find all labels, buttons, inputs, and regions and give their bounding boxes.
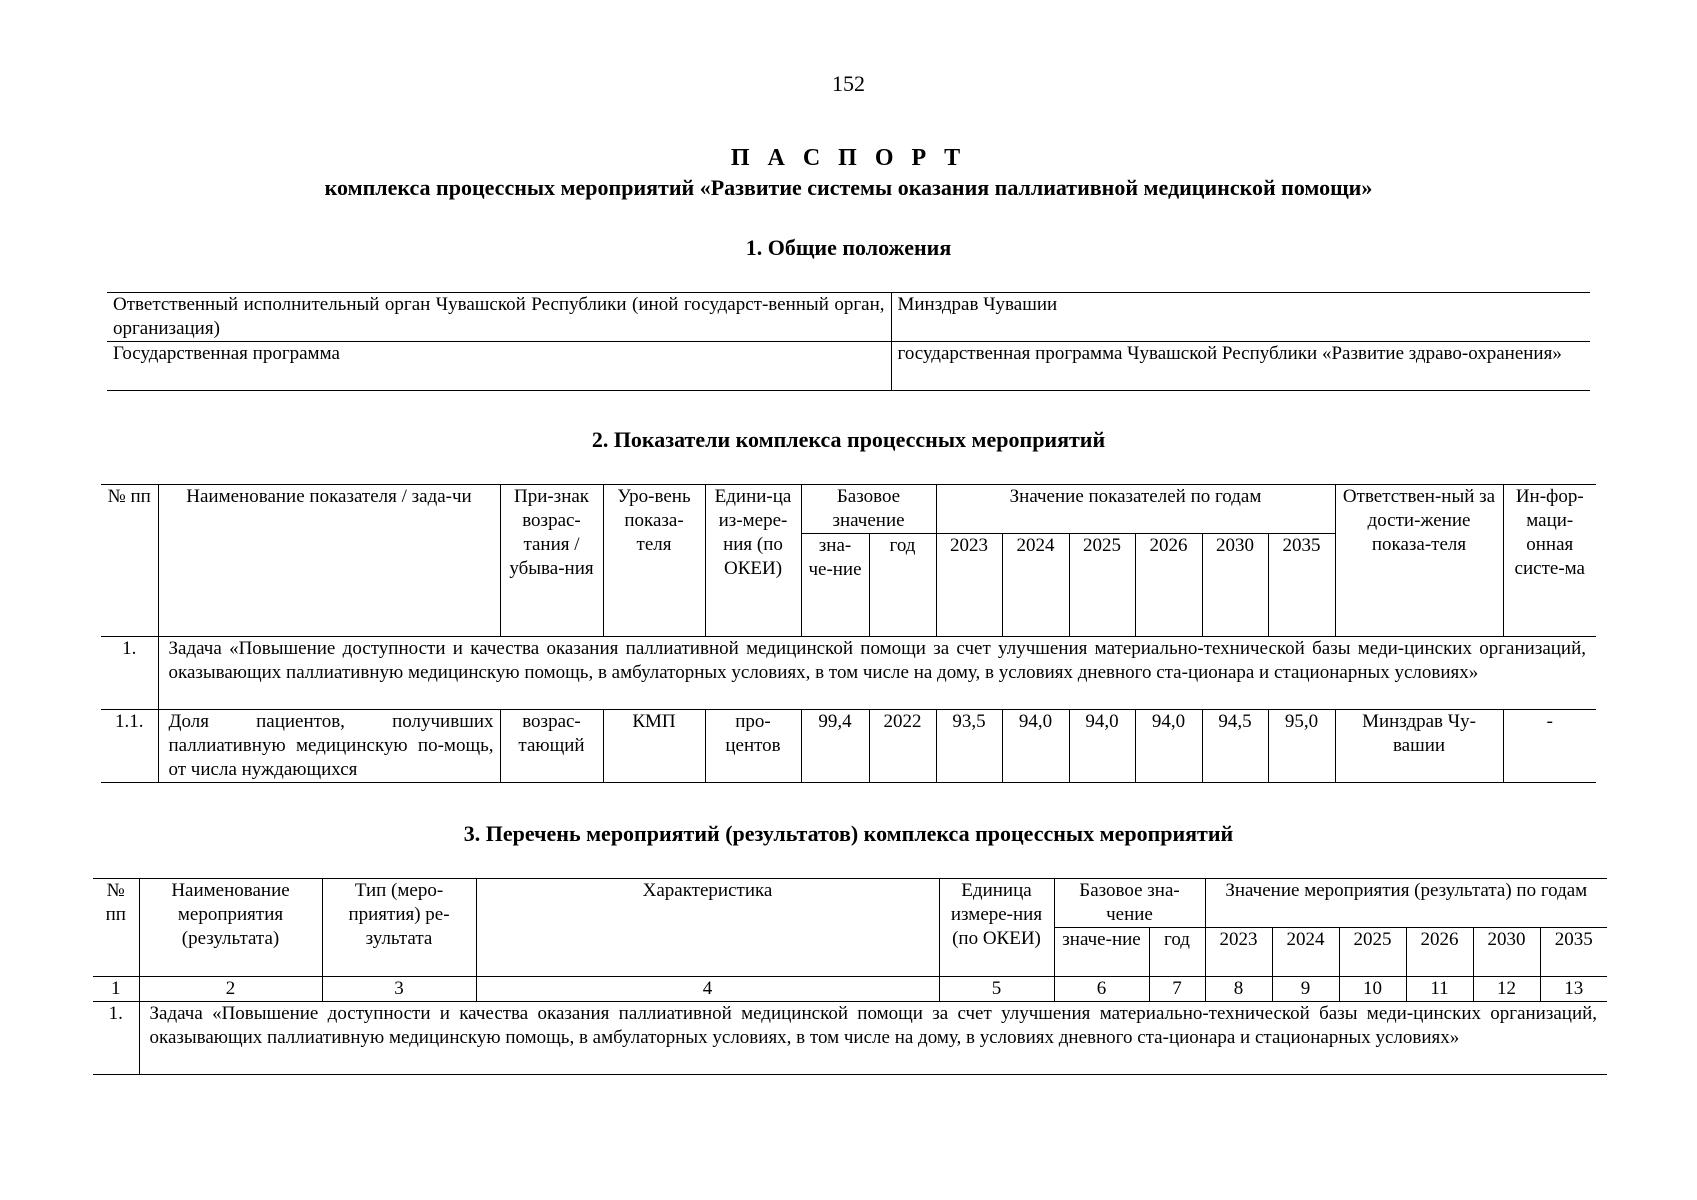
indicator-value-2024: 94,0: [1002, 710, 1069, 783]
indicator-value-2026: 94,0: [1135, 710, 1202, 783]
task-text: Задача «Повышение доступности и качества оказания паллиативной медицинской помощи за счет улучшения материально-технической базы меди-цинских организаций, оказывающих паллиативную медицинскую помощь, в амбулаторных условиях, в том числе на дому, в условиях дневного ста-ционара и стационарных условиях»: [139, 1002, 1607, 1075]
table-row: [107, 342, 1590, 391]
header-year: 2023: [936, 534, 1002, 637]
column-number: 7: [1149, 977, 1205, 1002]
header-year: 2035: [1540, 928, 1607, 977]
header-unit: Едини-ца из-мере-ния (по ОКЕИ): [705, 485, 801, 637]
column-number: 4: [476, 977, 939, 1002]
header-level: Уро-вень показа-теля: [603, 485, 705, 637]
document-subtitle: комплекса процессных мероприятий «Развитие системы оказания паллиативной медицинской помощи»: [324, 175, 1373, 200]
measures-table: [93, 878, 1607, 1075]
task-row: [93, 1002, 1607, 1075]
indicator-base-year: 2022: [869, 710, 936, 783]
header-years-title: Значение показателей по годам: [936, 485, 1335, 534]
header-type: Тип (меро-приятия) ре-зультата: [322, 879, 476, 977]
indicator-sign: возрас-тающий: [500, 710, 603, 783]
column-number: 10: [1339, 977, 1406, 1002]
header-year: 2026: [1406, 928, 1473, 977]
document-title: П А С П О Р Т: [730, 145, 967, 171]
task-num: 1.: [101, 637, 158, 710]
responsible-body-label: Ответственный исполнительный орган Чувашской Республики (иной государст-венный орган, организация): [107, 293, 891, 342]
task-text: Задача «Повышение доступности и качества оказания паллиативной медицинской помощи за счет улучшения материально-технической базы меди-цинских организаций, оказывающих паллиативную медицинскую помощь, в амбулаторных условиях, в том числе на дому, в условиях дневного ста-ционара и стационарных условиях»: [158, 637, 1596, 710]
header-year: 2026: [1135, 534, 1202, 637]
column-number: 12: [1473, 977, 1540, 1002]
indicator-level: КМП: [603, 710, 705, 783]
header-year: 2025: [1339, 928, 1406, 977]
section-2-heading: 2. Показатели комплекса процессных мероприятий: [591, 427, 1106, 452]
header-base-value: Базовое значение: [801, 485, 936, 534]
task-num: 1.: [93, 1002, 139, 1075]
column-number: 6: [1054, 977, 1149, 1002]
indicator-name: Доля пациентов, получивших паллиативную медицинскую по-мощь, от числа нуждающихся: [158, 710, 500, 783]
header-year: 2035: [1268, 534, 1335, 637]
indicator-value-2035: 95,0: [1268, 710, 1335, 783]
header-measure-name: Наименование мероприятия (результата): [139, 879, 322, 977]
indicator-value-2025: 94,0: [1069, 710, 1135, 783]
section-1-heading: 1. Общие положения: [745, 235, 952, 260]
indicator-value-2030: 94,5: [1202, 710, 1268, 783]
state-program-value: государственная программа Чувашской Республики «Развитие здраво-охранения»: [891, 342, 1590, 391]
table-row: [101, 710, 1596, 783]
indicator-value-2023: 93,5: [936, 710, 1002, 783]
column-number: 1: [93, 977, 139, 1002]
indicator-responsible: Минздрав Чу-вашии: [1335, 710, 1503, 783]
header-base-value: Базовое зна-чение: [1054, 879, 1205, 928]
indicator-info-system: -: [1503, 710, 1596, 783]
table-header-row: [101, 485, 1596, 534]
header-responsible: Ответствен-ный за дости-жение показа-теля: [1335, 485, 1503, 637]
indicators-table: [101, 484, 1596, 783]
indicator-num: 1.1.: [101, 710, 158, 783]
general-provisions-table: [107, 292, 1590, 391]
header-base-value-value: зна-че-ние: [801, 534, 869, 637]
header-num: № пп: [93, 879, 139, 977]
header-base-value-year: год: [1149, 928, 1205, 977]
table-header-row: [93, 879, 1607, 928]
header-year: 2030: [1473, 928, 1540, 977]
header-base-value-year: год: [869, 534, 936, 637]
header-indicator-name: Наименование показателя / зада-чи: [158, 485, 500, 637]
column-number: 8: [1205, 977, 1272, 1002]
header-years-title: Значение мероприятия (результата) по годам: [1205, 879, 1607, 928]
header-year: 2024: [1002, 534, 1069, 637]
column-number: 3: [322, 977, 476, 1002]
header-year: 2025: [1069, 534, 1135, 637]
header-year: 2030: [1202, 534, 1268, 637]
column-number: 2: [139, 977, 322, 1002]
header-sign: При-знак возрас-тания / убыва-ния: [500, 485, 603, 637]
column-number: 9: [1272, 977, 1339, 1002]
column-number: 5: [939, 977, 1054, 1002]
header-info-system: Ин-фор-маци-онная систе-ма: [1503, 485, 1596, 637]
header-year: 2024: [1272, 928, 1339, 977]
responsible-body-value: Минздрав Чувашии: [891, 293, 1590, 342]
header-base-value-value: значе-ние: [1054, 928, 1149, 977]
column-number: 13: [1540, 977, 1607, 1002]
indicator-base-value: 99,4: [801, 710, 869, 783]
header-num: № пп: [101, 485, 158, 637]
column-number-row: [93, 977, 1607, 1002]
section-3-heading: 3. Перечень мероприятий (результатов) комплекса процессных мероприятий: [463, 821, 1234, 846]
state-program-label: Государственная программа: [107, 342, 891, 391]
table-row: [107, 293, 1590, 342]
header-year: 2023: [1205, 928, 1272, 977]
header-unit: Единица измере-ния (по ОКЕИ): [939, 879, 1054, 977]
column-number: 11: [1406, 977, 1473, 1002]
page-number: 152: [832, 71, 865, 96]
task-row: [101, 637, 1596, 710]
indicator-unit: про-центов: [705, 710, 801, 783]
header-characteristic: Характеристика: [476, 879, 939, 977]
